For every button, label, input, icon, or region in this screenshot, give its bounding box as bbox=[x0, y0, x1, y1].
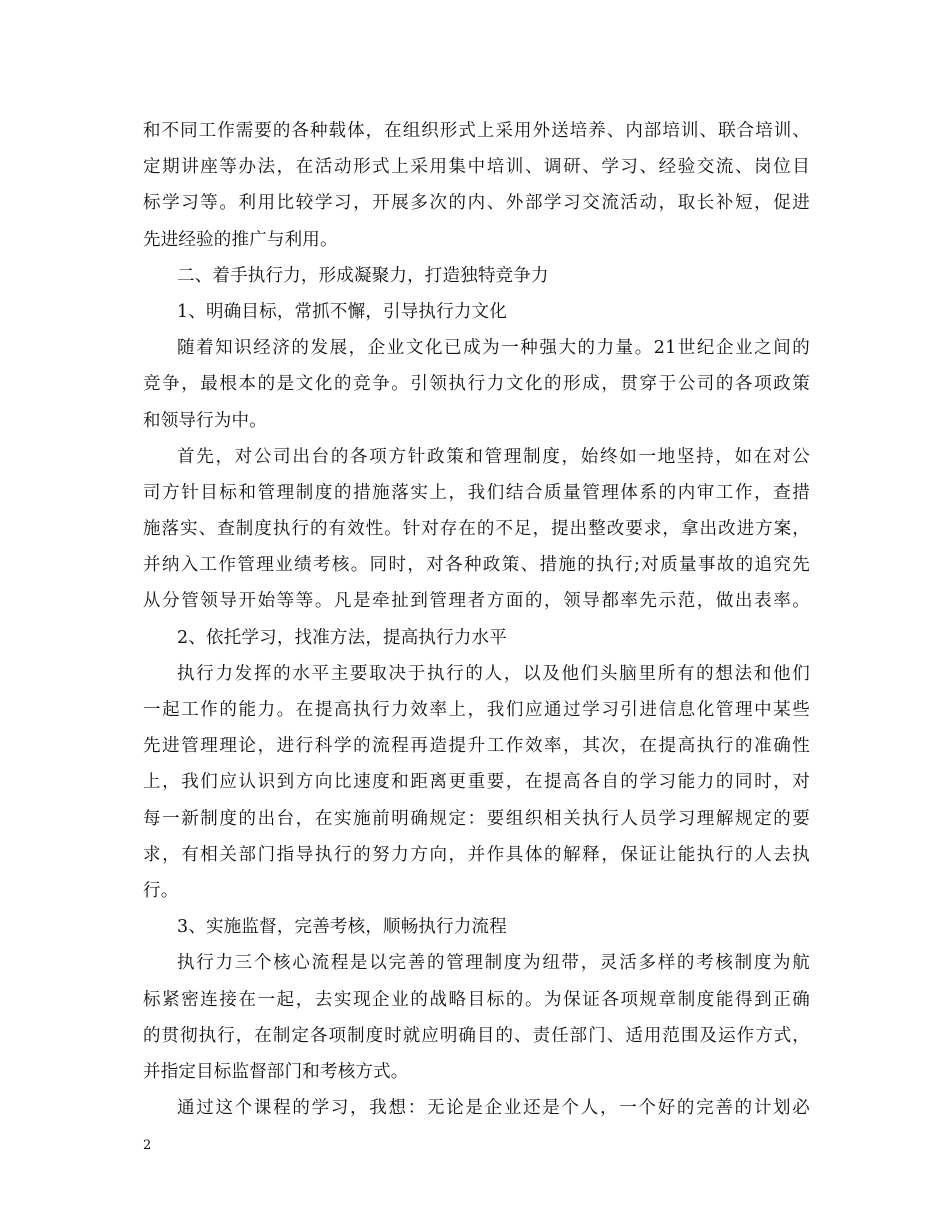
body-line: 从分管领导开始等等。凡是牵扯到管理者方面的，领导都率先示范，做出表率。 bbox=[143, 591, 810, 612]
body-line: 执行力三个核心流程是以完善的管理制度为纽带，灵活多样的考核制度为航 bbox=[177, 953, 810, 974]
body-line: 一起工作的能力。在提高执行力效率上，我们应通过学习引进信息化管理中某些 bbox=[143, 700, 810, 720]
body-line: 先进经验的推广与利用。 bbox=[143, 229, 338, 250]
section-heading: 二、着手执行力，形成凝聚力，打造独特竞争力 bbox=[177, 265, 549, 286]
body-line: 和领导行为中。 bbox=[143, 410, 267, 431]
page-number: 2 bbox=[143, 1138, 152, 1153]
body-line: 并纳入工作管理业绩考核。同时，对各种政策、措施的执行;对质量事故的追究先 bbox=[143, 555, 810, 576]
subsection-heading: 1、明确目标，常抓不懈，引导执行力文化 bbox=[177, 301, 507, 322]
body-line: 并指定目标监督部门和考核方式。 bbox=[143, 1061, 409, 1082]
body-line: 竞争，最根本的是文化的竞争。引领执行力文化的形成，贯穿于公司的各项政策 bbox=[143, 374, 810, 395]
body-line: 定期讲座等办法，在活动形式上采用集中培训、调研、学习、经验交流、岗位目 bbox=[143, 157, 810, 178]
document-body bbox=[143, 113, 810, 1126]
body-line: 和不同工作需要的各种载体，在组织形式上采用外送培养、内部培训、联合培训、 bbox=[143, 121, 810, 141]
body-line: 的贯彻执行，在制定各项制度时就应明确目的、责任部门、适用范围及运作方式， bbox=[143, 1025, 810, 1046]
body-line: 行。 bbox=[143, 880, 179, 901]
subsection-heading: 3、实施监督，完善考核，顺畅执行力流程 bbox=[177, 917, 507, 938]
body-line: 标紧密连接在一起，去实现企业的战略目标的。为保证各项规章制度能得到正确 bbox=[143, 989, 810, 1010]
body-line: 执行力发挥的水平主要取决于执行的人，以及他们头脑里所有的想法和他们 bbox=[177, 663, 810, 684]
body-line: 司方针目标和管理制度的措施落实上，我们结合质量管理体系的内审工作，查措 bbox=[143, 482, 810, 503]
body-line: 通过这个课程的学习，我想：无论是企业还是个人，一个好的完善的计划必 bbox=[177, 1098, 810, 1119]
body-line: 求，有相关部门指导执行的努力方向，并作具体的解释，保证让能执行的人去执 bbox=[143, 844, 810, 865]
body-line: 首先，对公司出台的各项方针政策和管理制度，始终如一地坚持，如在对公 bbox=[177, 446, 810, 467]
body-line: 标学习等。利用比较学习，开展多次的内、外部学习交流活动，取长补短，促进 bbox=[143, 193, 810, 214]
body-line: 先进管理理论，进行科学的流程再造提升工作效率，其次，在提高执行的准确性 bbox=[143, 736, 810, 757]
subsection-heading: 2、依托学习，找准方法，提高执行力水平 bbox=[177, 627, 507, 648]
body-line: 上，我们应认识到方向比速度和距离更重要，在提高各自的学习能力的同时，对 bbox=[143, 772, 810, 793]
body-line: 施落实、查制度执行的有效性。针对存在的不足，提出整改要求，拿出改进方案， bbox=[143, 519, 810, 540]
body-line: 随着知识经济的发展，企业文化已成为一种强大的力量。21世纪企业之间的 bbox=[177, 338, 810, 359]
body-line: 每一新制度的出台，在实施前明确规定：要组织相关执行人员学习理解规定的要 bbox=[143, 808, 810, 829]
